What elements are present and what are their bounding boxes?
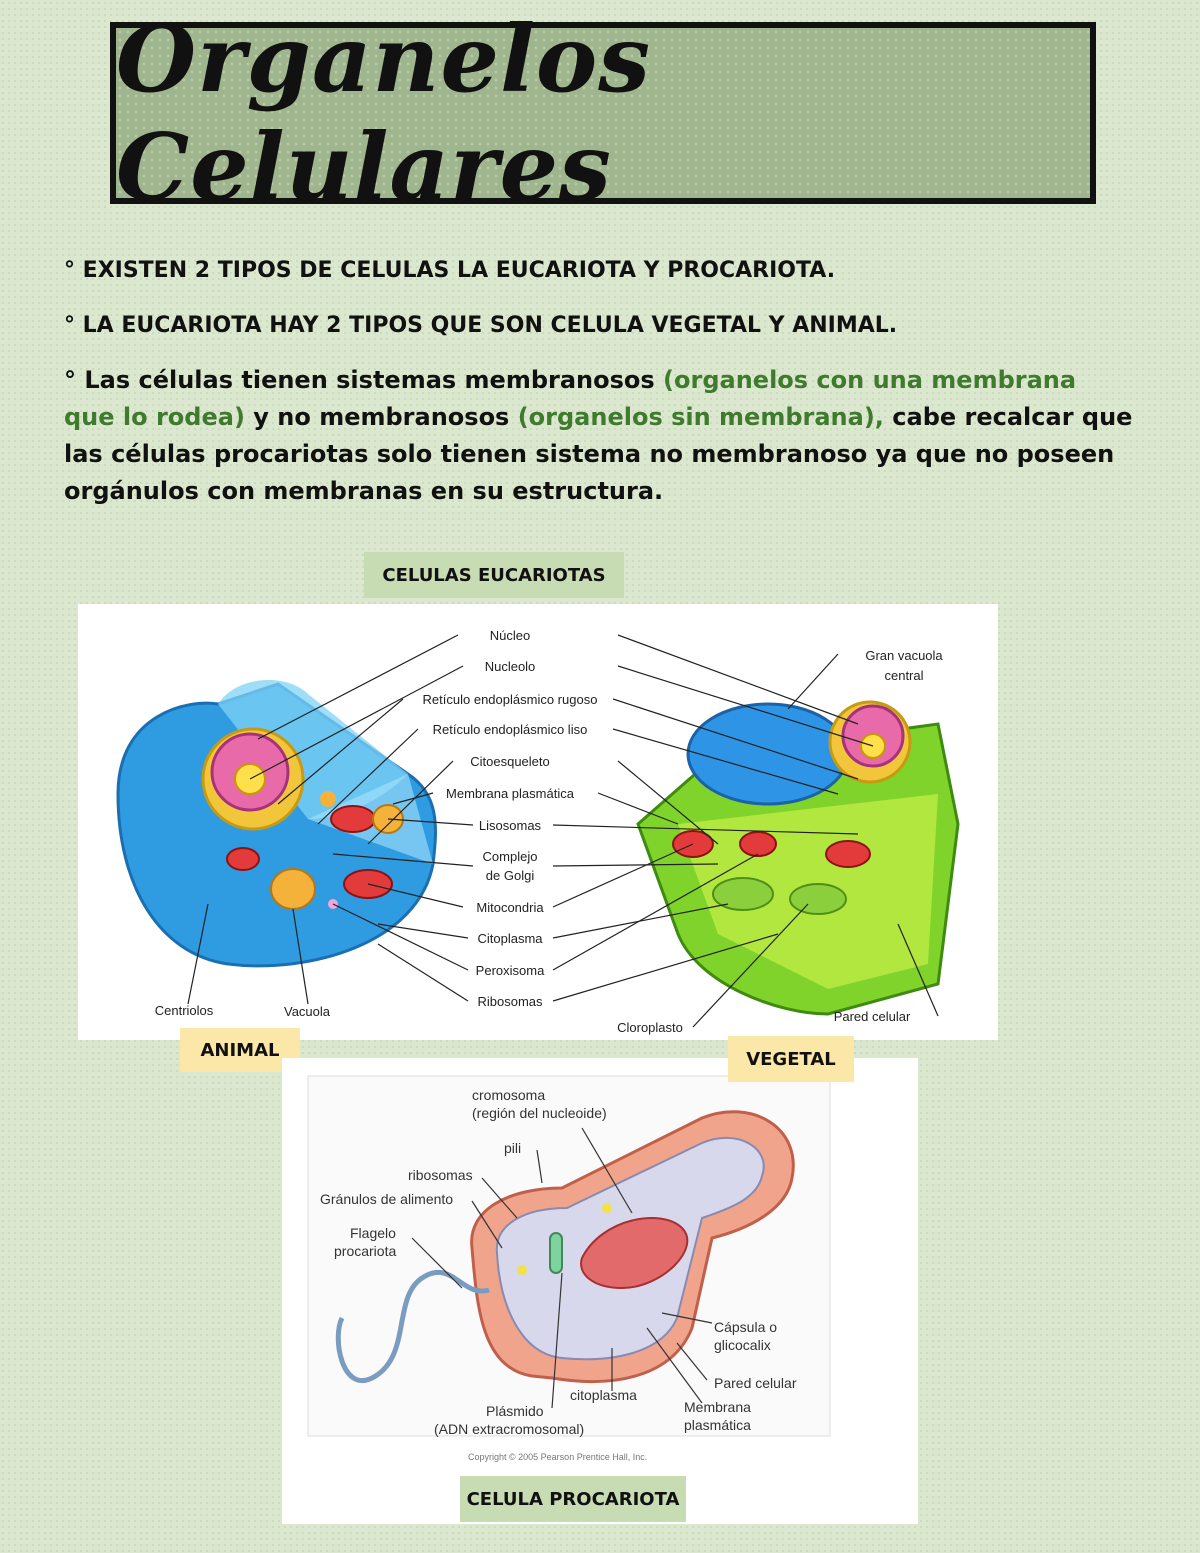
label-eucariotas: CELULAS EUCARIOTAS	[364, 552, 624, 598]
label-membrana-p: Membrana	[684, 1399, 751, 1415]
bullet-3-highlight-1: (organelos con una membrana que lo rodea)	[64, 366, 1077, 431]
label-golgi: de Golgi	[485, 868, 535, 883]
bullet-3	[64, 362, 1134, 510]
label-cloroplasto: Cloroplasto	[617, 1020, 683, 1035]
label-citoesqueleto: Citoesqueleto	[470, 754, 550, 769]
label-pili: pili	[504, 1140, 522, 1156]
label-pared-celular: Pared celular	[833, 1009, 911, 1024]
label-rel: Retículo endoplásmico liso	[432, 722, 588, 737]
label-rer: Retículo endoplásmico rugoso	[422, 692, 598, 707]
label-mitocondria: Mitocondria	[476, 900, 544, 915]
label-ribosomas: Ribosomas	[477, 994, 543, 1009]
label-gran-vacuola: Gran vacuola	[865, 648, 943, 663]
page-title: Organelos Celulares	[116, 5, 652, 221]
label-ribosomas-p: ribosomas	[408, 1167, 473, 1183]
intro-bullets	[64, 252, 1134, 528]
label-glicocalix: glicocalix	[714, 1337, 771, 1353]
label-flagelo: Flagelo	[350, 1225, 396, 1241]
label-membrana: Membrana plasmática	[446, 786, 574, 801]
label-plasmido: Plásmido	[486, 1403, 544, 1419]
label-membrana-plasmatica-p: plasmática	[684, 1417, 751, 1433]
label-procariota: CELULA PROCARIOTA	[460, 1476, 686, 1522]
label-adn: (ADN extracromosomal)	[434, 1421, 585, 1437]
copyright-text: Copyright © 2005 Pearson Prentice Hall, Inc.	[468, 1452, 648, 1462]
label-cromosoma: cromosoma	[472, 1087, 546, 1103]
plant-cell-illustration	[638, 702, 958, 1014]
prokaryote-diagram	[282, 1058, 918, 1524]
bullet-3-end: cabe recalcar que las células procariotas solo tienen sistema no membranoso ya que no poseen orgánulos con membranas en su estructura.	[64, 403, 1133, 505]
bullet-1: ° EXISTEN 2 TIPOS DE CELULAS LA EUCARIOTA Y PROCARIOTA.	[64, 258, 836, 283]
bullet-3-mid: y no membranosos	[244, 403, 518, 431]
label-pared-celular-p: Pared celular	[714, 1375, 797, 1391]
label-complejo: Complejo	[482, 849, 538, 864]
label-peroxisoma: Peroxisoma	[475, 963, 545, 978]
animal-cell-illustration	[118, 680, 435, 966]
label-citoplasma: Citoplasma	[477, 931, 543, 946]
label-capsula: Cápsula o	[714, 1319, 778, 1335]
bullet-3-highlight-2: (organelos sin membrana),	[517, 403, 884, 431]
label-lisosomas: Lisosomas	[478, 818, 542, 833]
label-citoplasma-p: citoplasma	[570, 1387, 637, 1403]
label-nucleolo: Nucleolo	[484, 659, 536, 674]
label-vacuola: Vacuola	[283, 1004, 331, 1019]
eukaryote-diagram	[78, 604, 998, 1040]
label-granulos: Gránulos de alimento	[320, 1191, 454, 1207]
label-region-nucleoide: (región del nucleoide)	[472, 1105, 607, 1121]
label-gran-vacuola-central: central	[884, 668, 924, 683]
bullet-3-start: ° Las células tienen sistemas membranosos	[64, 366, 664, 394]
label-centriolos: Centriolos	[154, 1003, 214, 1018]
label-vegetal: VEGETAL	[728, 1036, 854, 1082]
label-animal: ANIMAL	[180, 1028, 300, 1072]
label-flagelo-procariota: procariota	[334, 1243, 397, 1259]
bullet-2: ° LA EUCARIOTA HAY 2 TIPOS QUE SON CELULA VEGETAL Y ANIMAL.	[64, 313, 898, 338]
title-banner	[110, 5, 1096, 221]
label-nucleo: Núcleo	[489, 628, 531, 643]
